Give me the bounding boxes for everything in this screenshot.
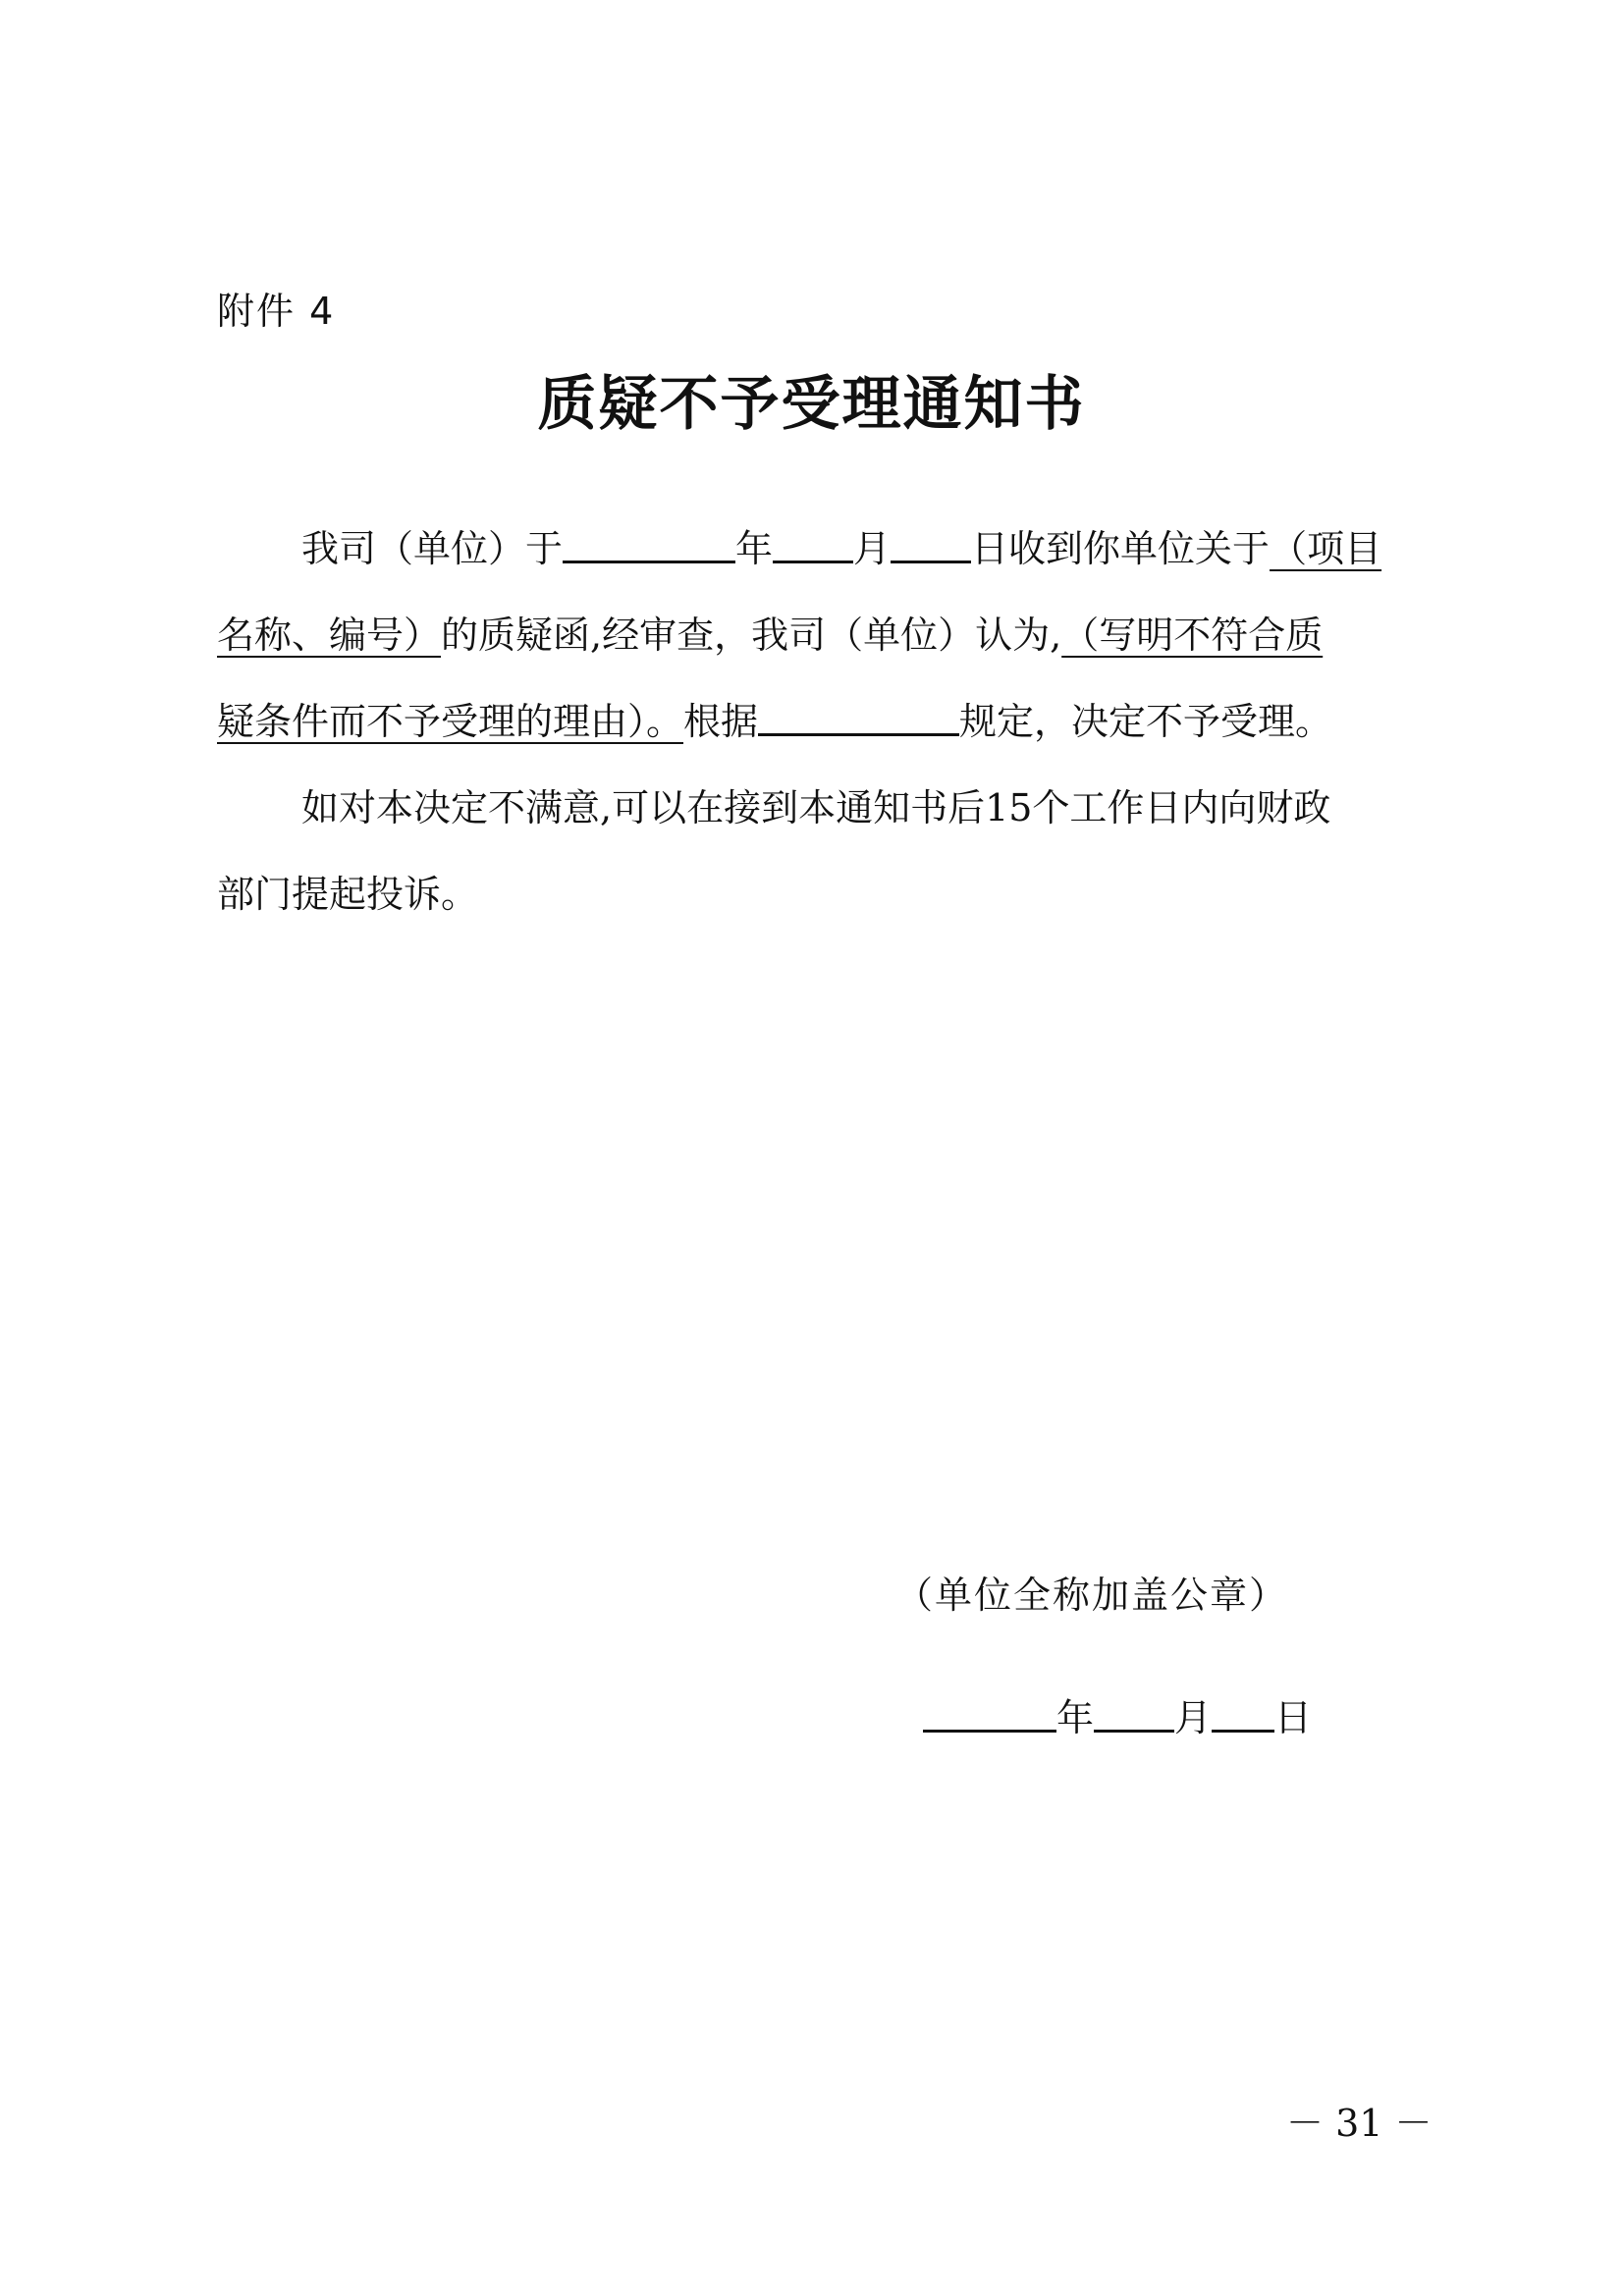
month-label: 月 bbox=[853, 527, 892, 570]
sign-year-label: 年 bbox=[1056, 1696, 1095, 1739]
project-placeholder-end: 名称、编号） bbox=[217, 614, 442, 657]
reason-placeholder-start: （写明不符合质 bbox=[1061, 614, 1324, 657]
year-label: 年 bbox=[735, 527, 774, 570]
year-blank bbox=[563, 517, 735, 563]
day-blank bbox=[891, 517, 971, 563]
paragraph1-line3 bbox=[217, 678, 1415, 765]
receipt-prefix: 我司（单位）于 bbox=[301, 527, 564, 570]
day-rest-text: 日收到你单位关于 bbox=[971, 527, 1271, 570]
paragraph1-line2 bbox=[217, 592, 1415, 678]
attachment-label: 附件 4 bbox=[217, 290, 336, 333]
paragraph2-line1: 如对本决定不满意,可以在接到本通知书后15个工作日内向财政 bbox=[301, 786, 1331, 829]
sign-month-label: 月 bbox=[1174, 1696, 1213, 1739]
regulation-blank bbox=[758, 690, 959, 736]
project-placeholder-start: （项目 bbox=[1270, 527, 1382, 570]
paragraph1-line1 bbox=[217, 506, 1415, 592]
review-text: 的质疑函,经审查，我司（单位）认为, bbox=[441, 614, 1062, 657]
reason-placeholder-end: 疑条件而不予受理的理由）。 bbox=[217, 700, 684, 743]
sign-day-label: 日 bbox=[1274, 1696, 1313, 1739]
document-body bbox=[217, 506, 1415, 937]
sign-year-blank bbox=[923, 1686, 1056, 1733]
month-blank bbox=[773, 517, 853, 563]
page-number: － 31 － bbox=[1286, 2102, 1433, 2145]
basis-label: 根据 bbox=[683, 700, 759, 743]
decision-text: 规定，决定不予受理。 bbox=[959, 700, 1333, 743]
document-title: 质疑不予受理通知书 bbox=[537, 370, 1086, 439]
sign-month-blank bbox=[1094, 1686, 1174, 1733]
signature-date bbox=[923, 1686, 1312, 1742]
paragraph2-line2: 部门提起投诉。 bbox=[217, 873, 479, 916]
sign-day-blank bbox=[1212, 1686, 1274, 1733]
seal-placeholder: （单位全称加盖公章） bbox=[895, 1574, 1289, 1617]
